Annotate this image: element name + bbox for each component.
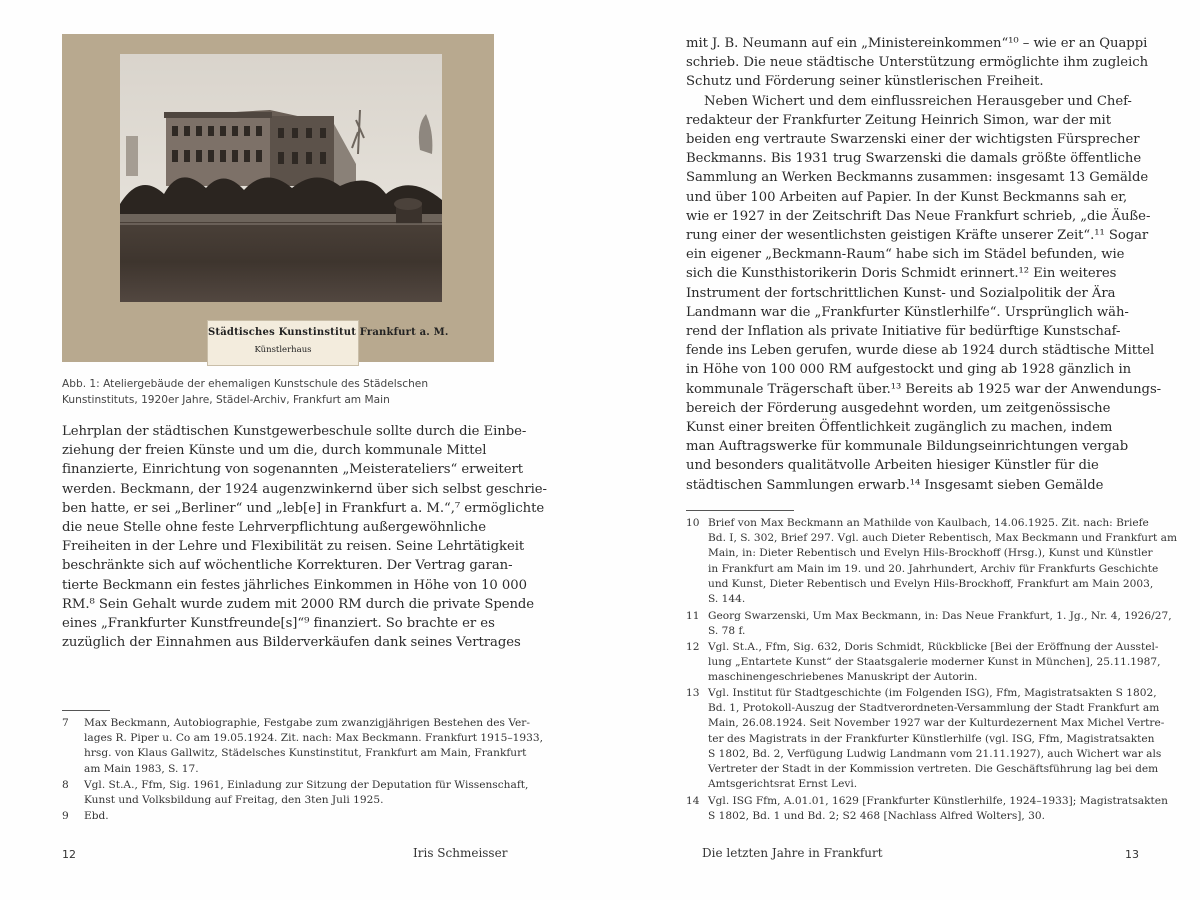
body-line: in Höhe von 100 000 RM aufgestockt und ging ab 1928 gänzlich in: [686, 362, 1132, 378]
body-line: bereich der Förderung ausgedehnt worden, um zeitgenössische: [686, 400, 1111, 416]
footnote-line: Vertreter der Stadt in der Kommission vertreten. Die Geschäftsführung lag bei dem: [708, 763, 1159, 776]
footnote-line: hrsg. von Klaus Gallwitz, Städelsches Kunstinstitut, Frankfurt am Main, Frankfurt: [84, 747, 527, 760]
archive-photo: [62, 34, 494, 362]
body-line: Beckmanns. Bis 1931 trug Swarzenski die damals größte öffentliche: [686, 151, 1142, 167]
body-line: rend der Inflation als private Initiative für bedürftige Kunstschaf-: [686, 324, 1121, 340]
body-line: rung einer der wesentlichsten geistigen Kräfte unserer Zeit“.¹¹ Sogar: [686, 228, 1149, 244]
body-text-left: [62, 422, 547, 652]
footnote-11: [686, 609, 1172, 639]
body-line: Freiheiten in der Lehre und Flexibilität zu reisen. Seine Lehrtätigkeit: [62, 539, 525, 555]
footnote-line: S 1802, Bd. 2, Verfügung Ludwig Landmann vom 21.11.1927), auch Wichert war als: [708, 747, 1162, 760]
footnote-line: Vgl. St.A., Ffm, Sig. 1961, Einladung zur Sitzung der Deputation für Wissenschaft,: [84, 779, 529, 791]
body-line: schrieb. Die neue städtische Unterstützung ermöglichte ihm zugleich: [686, 55, 1149, 71]
footnote-line: S. 144.: [708, 593, 746, 606]
body-line: beschränkte sich auf wöchentliche Korrekturen. Der Vertrag garan-: [62, 558, 513, 574]
footnote-line: ter des Magistrats in der Frankfurter Künstlerhilfe (vgl. ISG, Ffm, Magistratsakten: [708, 732, 1155, 745]
footnote-line: Kunst und Volksbildung auf Freitag, den 3ten Juli 1925.: [84, 794, 384, 807]
body-line: ein eigener „Beckmann-Raum“ habe sich im Städel befunden, wie: [686, 247, 1125, 263]
body-line: und besonders qualitätvolle Arbeiten hiesiger Künstler für die: [686, 458, 1099, 474]
footnote-line: S 1802, Bd. 1 und Bd. 2; S2 468 [Nachlass Alfred Wolters], 30.: [708, 810, 1045, 823]
footnote-number: 7: [62, 717, 69, 729]
footnote-number: 10: [686, 517, 700, 529]
body-line: sich die Kunsthistorikerin Doris Schmidt erinnert.¹² Ein weiteres: [686, 266, 1117, 282]
page-number-right: 13: [1125, 848, 1139, 861]
body-line: RM.⁸ Sein Gehalt wurde zudem mit 2000 RM durch die private Spende: [62, 596, 535, 612]
footnote-line: Brief von Max Beckmann an Mathilde von Kaulbach, 14.06.1925. Zit. nach: Briefe: [708, 517, 1149, 529]
footnote-line: maschinengeschriebenes Manuskript der Autorin.: [708, 671, 978, 684]
footnote-7: [62, 716, 544, 777]
body-line: Schutz und Förderung seiner künstlerischen Freiheit.: [686, 74, 1044, 90]
footnote-number: 8: [62, 779, 69, 791]
page-number-left: 12: [62, 848, 76, 861]
figure-caption: [62, 376, 492, 408]
footnote-line: Amtsgerichtsrat Ernst Levi.: [708, 778, 858, 791]
body-line: zuzüglich der Einnahmen aus Bilderverkäufen dank seines Vertrages: [62, 635, 521, 651]
footnote-13: [686, 686, 1165, 792]
footnote-rule: [686, 510, 794, 511]
body-line: mit J. B. Neumann auf ein „Ministereinkommen“¹⁰ – wie er an Quappi: [686, 36, 1148, 51]
body-line: werden. Beckmann, der 1924 augenzwinkernd über sich selbst geschrie-: [62, 481, 547, 497]
footnote-line: und Kunst, Dieter Rebentisch und Evelyn Hils-Brockhoff, Frankfurt am Main 2003,: [708, 577, 1154, 590]
footnote-line: am Main 1983, S. 17.: [84, 762, 199, 775]
footnote-number: 11: [686, 610, 700, 622]
body-line: und über 100 Arbeiten auf Papier. In der Kunst Beckmanns sah er,: [686, 189, 1128, 205]
body-line: die neue Stelle ohne feste Lehrverpflichtung außergewöhnliche: [62, 520, 486, 536]
body-line: kommunale Trägerschaft über.¹³ Bereits ab 1925 war der Anwendungs-: [686, 381, 1162, 397]
footnote-line: Bd. 1, Protokoll-Auszug der Stadtverordneten-Versammlung der Stadt Frankfurt am: [708, 702, 1160, 715]
body-line: Neben Wichert und dem einflussreichen Herausgeber und Chef-: [704, 93, 1132, 109]
body-line: Lehrplan der städtischen Kunstgewerbeschule sollte durch die Einbe-: [62, 424, 527, 439]
running-head-right: Die letzten Jahre in Frankfurt: [702, 846, 883, 860]
footnote-number: 9: [62, 810, 69, 822]
photo-image: [120, 54, 442, 302]
footnote-9: [62, 809, 522, 824]
caption-line: Kunstinstituts, 1920er Jahre, Städel-Archiv, Frankfurt am Main: [62, 394, 390, 406]
body-line: redakteur der Frankfurter Zeitung Heinrich Simon, war der mit: [686, 112, 1111, 128]
body-line: eines „Frankfurter Kunstfreunde[s]“⁹ finanziert. So brachte er es: [62, 616, 495, 632]
footnote-line: in Frankfurt am Main im 19. und 20. Jahrhundert, Archiv für Frankfurts Geschichte: [708, 562, 1159, 575]
footnote-14: [686, 794, 1168, 824]
body-line: Kunst einer breiten Öffentlichkeit zugänglich zu machen, indem: [686, 420, 1113, 436]
footnote-line: Vgl. Institut für Stadtgeschichte (im Folgenden ISG), Ffm, Magistratsakten S 1802,: [708, 687, 1157, 699]
footnote-line: Vgl. St.A., Ffm, Sig. 632, Doris Schmidt, Rückblicke [Bei der Eröffnung der Ausstel-: [708, 641, 1159, 653]
footnote-number: 14: [686, 795, 700, 807]
footnote-line: lung „Entartete Kunst“ der Staatsgalerie moderner Kunst in München], 25.11.1987,: [708, 656, 1161, 669]
body-line: finanzierte, Einrichtung von sogenannten „Meisterateliers“ erweitert: [62, 462, 523, 478]
plaque-title: Städtisches Kunstinstitut Frankfurt a. M.: [208, 327, 449, 338]
footnote-line: lages R. Piper u. Co am 19.05.1924. Zit. nach: Max Beckmann. Frankfurt 1915–1933,: [84, 732, 544, 745]
footnote-line: Ebd.: [84, 810, 109, 822]
body-line: fende ins Leben gerufen, wurde diese ab 1924 durch städtische Mittel: [686, 343, 1155, 359]
footnote-line: S. 78 f.: [708, 625, 746, 638]
footnote-12: [686, 640, 1161, 686]
body-line: ziehung der freien Künste und um die, durch kommunale Mittel: [62, 443, 487, 459]
body-line: Sammlung an Werken Beckmanns zusammen: insgesamt 13 Gemälde: [686, 170, 1149, 186]
footnote-line: Bd. I, S. 302, Brief 297. Vgl. auch Dieter Rebentisch, Max Beckmann und Frankfurt am: [708, 532, 1178, 545]
footnote-line: Vgl. ISG Ffm, A.01.01, 1629 [Frankfurter Künstlerhilfe, 1924–1933]; Magistratsakten: [708, 795, 1168, 807]
plaque-subtitle: Künstlerhaus: [254, 345, 312, 355]
body-line: Landmann war die „Frankfurter Künstlerhilfe“. Ursprünglich wäh-: [686, 304, 1129, 320]
footnote-line: Main, 26.08.1924. Seit November 1927 war der Kulturdezernent Max Michel Vertre-: [708, 717, 1165, 730]
photo-plaque: [207, 320, 449, 366]
body-line: Instrument der fortschrittlichen Kunst- und Sozialpolitik der Ära: [686, 285, 1116, 301]
footnote-line: Georg Swarzenski, Um Max Beckmann, in: Das Neue Frankfurt, 1. Jg., Nr. 4, 1926/27,: [708, 610, 1172, 622]
footnote-number: 13: [686, 687, 700, 699]
body-line: städtischen Sammlungen erwarb.¹⁴ Insgesamt sieben Gemälde: [686, 477, 1104, 493]
footnote-rule: [62, 710, 110, 711]
body-line: tierte Beckmann ein festes jährliches Einkommen in Höhe von 10 000: [62, 577, 527, 593]
body-line: beiden eng vertraute Swarzenski einer der wichtigsten Fürsprecher: [686, 132, 1140, 148]
body-text-right: [686, 34, 1162, 495]
body-line: man Auftragswerke für kommunale Bildungseinrichtungen vergab: [686, 439, 1129, 455]
footnote-number: 12: [686, 641, 700, 653]
footnote-10: [686, 516, 1178, 607]
body-line: ben hatte, er sei „Berliner“ und „leb[e] in Frankfurt a. M.“,⁷ ermöglichte: [62, 500, 545, 516]
caption-line: Abb. 1: Ateliergebäude der ehemaligen Kunstschule des Städelschen: [62, 378, 429, 390]
footnote-8: [62, 778, 529, 808]
running-head-left: Iris Schmeisser: [413, 846, 508, 860]
right-page: [600, 0, 1200, 900]
footnote-line: Max Beckmann, Autobiographie, Festgabe zum zwanzigjährigen Bestehen des Ver-: [84, 717, 530, 729]
footnote-line: Main, in: Dieter Rebentisch und Evelyn Hils-Brockhoff (Hrsg.), Kunst und Künstler: [708, 547, 1153, 560]
body-line: wie er 1927 in der Zeitschrift Das Neue Frankfurt schrieb, „die Äuße-: [686, 208, 1151, 224]
